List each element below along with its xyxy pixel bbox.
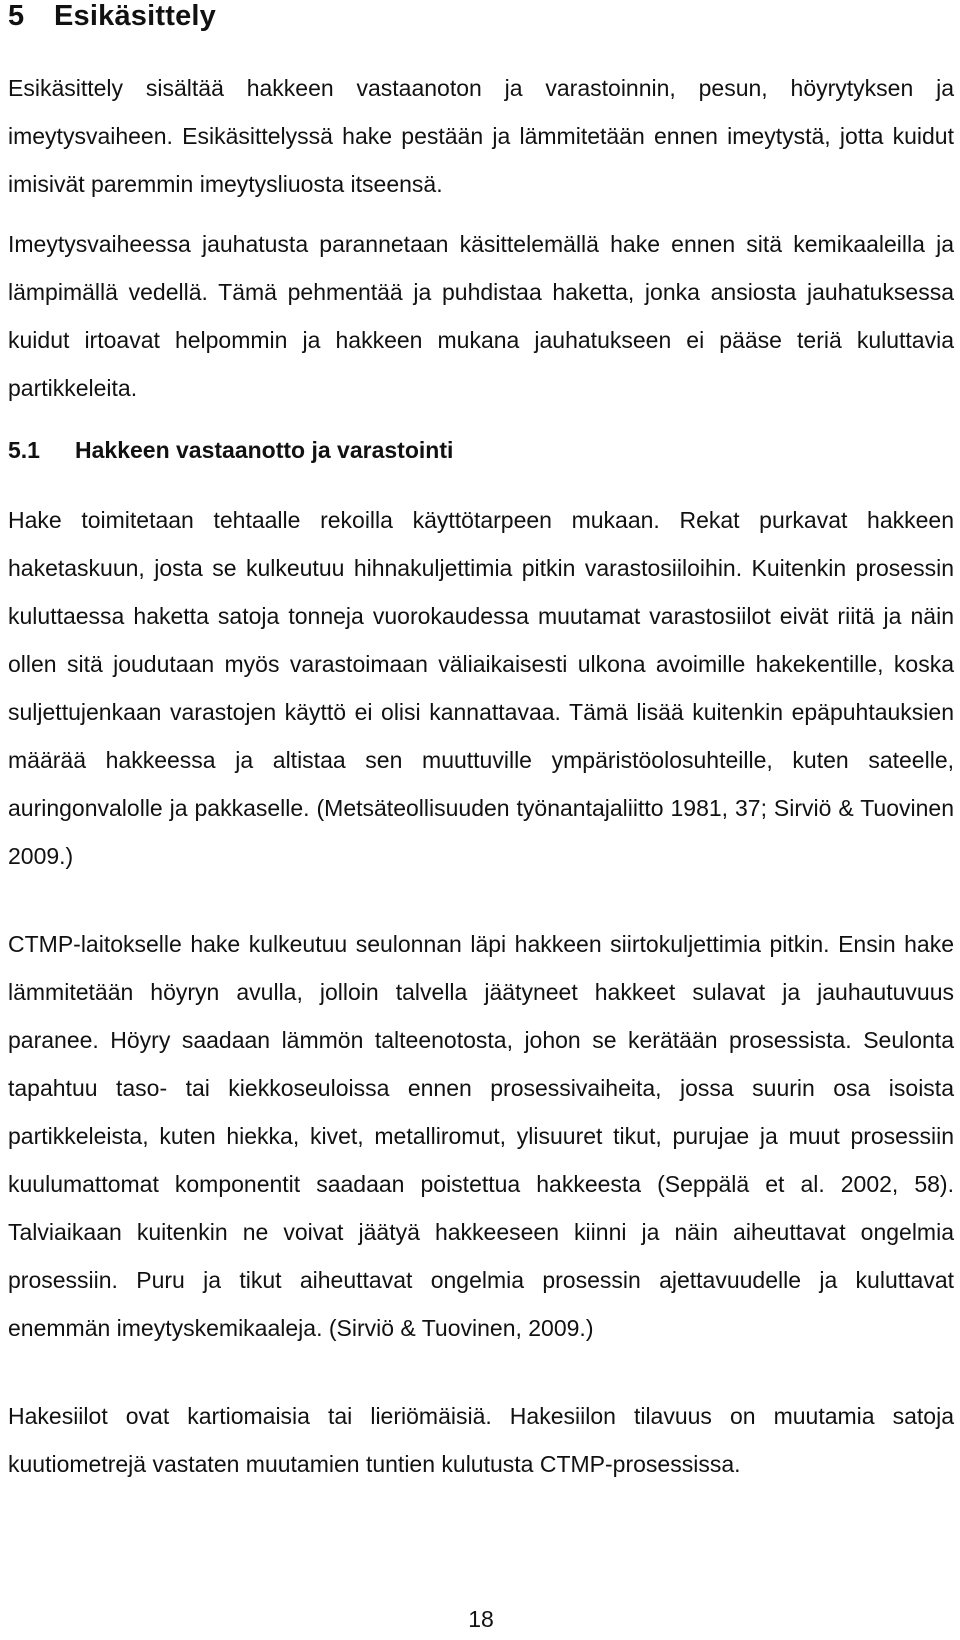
section-paragraph-3: Hakesiilot ovat kartiomaisia tai lieriömäisiä. Hakesiilon tilavuus on muutamia satoja kuutiometrejä vastaten muutamien tuntien kulutusta CTMP-prosessissa. (8, 1403, 954, 1477)
intro-paragraph-1: Esikäsittely sisältää hakkeen vastaanoton ja varastoinnin, pesun, höyrytyksen ja imeytysvaiheen. Esikäsittelyssä hake pestään ja lämmitetään ennen imeytystä, jotta kuidut imisivät paremmin imeytysliuosta itseensä. (8, 75, 954, 197)
page-number: 18 (468, 1606, 494, 1632)
subsection-title: Hakkeen vastaanotto ja varastointi (75, 437, 454, 463)
intro-paragraph-2: Imeytysvaiheessa jauhatusta parannetaan käsittelemällä hake ennen sitä kemikaaleilla ja lämpimällä vedellä. Tämä pehmentää ja puhdistaa haketta, jonka ansiosta jauhatuksessa kuidut irtoavat helpommin ja hakkeen mukana jauhatukseen ei pääse teriä kuluttavia partikkeleita. (8, 231, 954, 401)
subsection-number: 5.1 (8, 437, 40, 463)
section-paragraph-2: CTMP-laitokselle hake kulkeutuu seulonnan läpi hakkeen siirtokuljettimia pitkin. Ensin hake lämmitetään höyryn avulla, jolloin talvella jäätyneet hakkeet sulavat ja jauhautuvuus paranee. Höyry saadaan lämmön talteenotosta, johon se kerätään prosessista. Seulonta tapahtuu taso- tai kiekkoseuloissa ennen prosessivaiheita, jossa suurin osa isoista partikkeleista, kuten hiekka, kivet, metalliromut, ylisuuret tikut, purujae ja muut prosessiin kuulumattomat komponentit saadaan poistettua hakkeesta (Seppälä et al. 2002, 58). Talviaikaan kuitenkin ne voivat jäätyä hakkeeseen kiinni ja näin aiheuttavat ongelmia prosessiin. Puru ja tikut aiheuttavat ongelmia prosessin ajettavuudelle ja kuluttavat enemmän imeytyskemikaaleja. (Sirviö & Tuovinen, 2009.) (8, 931, 954, 1341)
section-heading (8, 0, 216, 32)
section-number: 5 (8, 0, 25, 32)
subsection-heading (8, 436, 453, 464)
section-title: Esikäsittely (54, 0, 216, 32)
section-paragraph-1: Hake toimitetaan tehtaalle rekoilla käyttötarpeen mukaan. Rekat purkavat hakkeen haketaskuun, josta se kulkeutuu hihnakuljettimia pitkin varastosiiloihin. Kuitenkin prosessin kuluttaessa haketta satoja tonneja vuorokaudessa muutamat varastosiilot eivät riitä ja näin ollen sitä joudutaan myös varastoimaan väliaikaisesti ulkona avoimille hakekentille, koska suljettujenkaan varastojen käyttö ei olisi kannattavaa. Tämä lisää kuitenkin epäpuhtauksien määrää hakkeessa ja altistaa sen muuttuville ympäristöolosuhteille, kuten sateelle, auringonvalolle ja pakkaselle. (Metsäteollisuuden työnantajaliitto 1981, 37; Sirviö & Tuovinen 2009.) (8, 507, 954, 869)
